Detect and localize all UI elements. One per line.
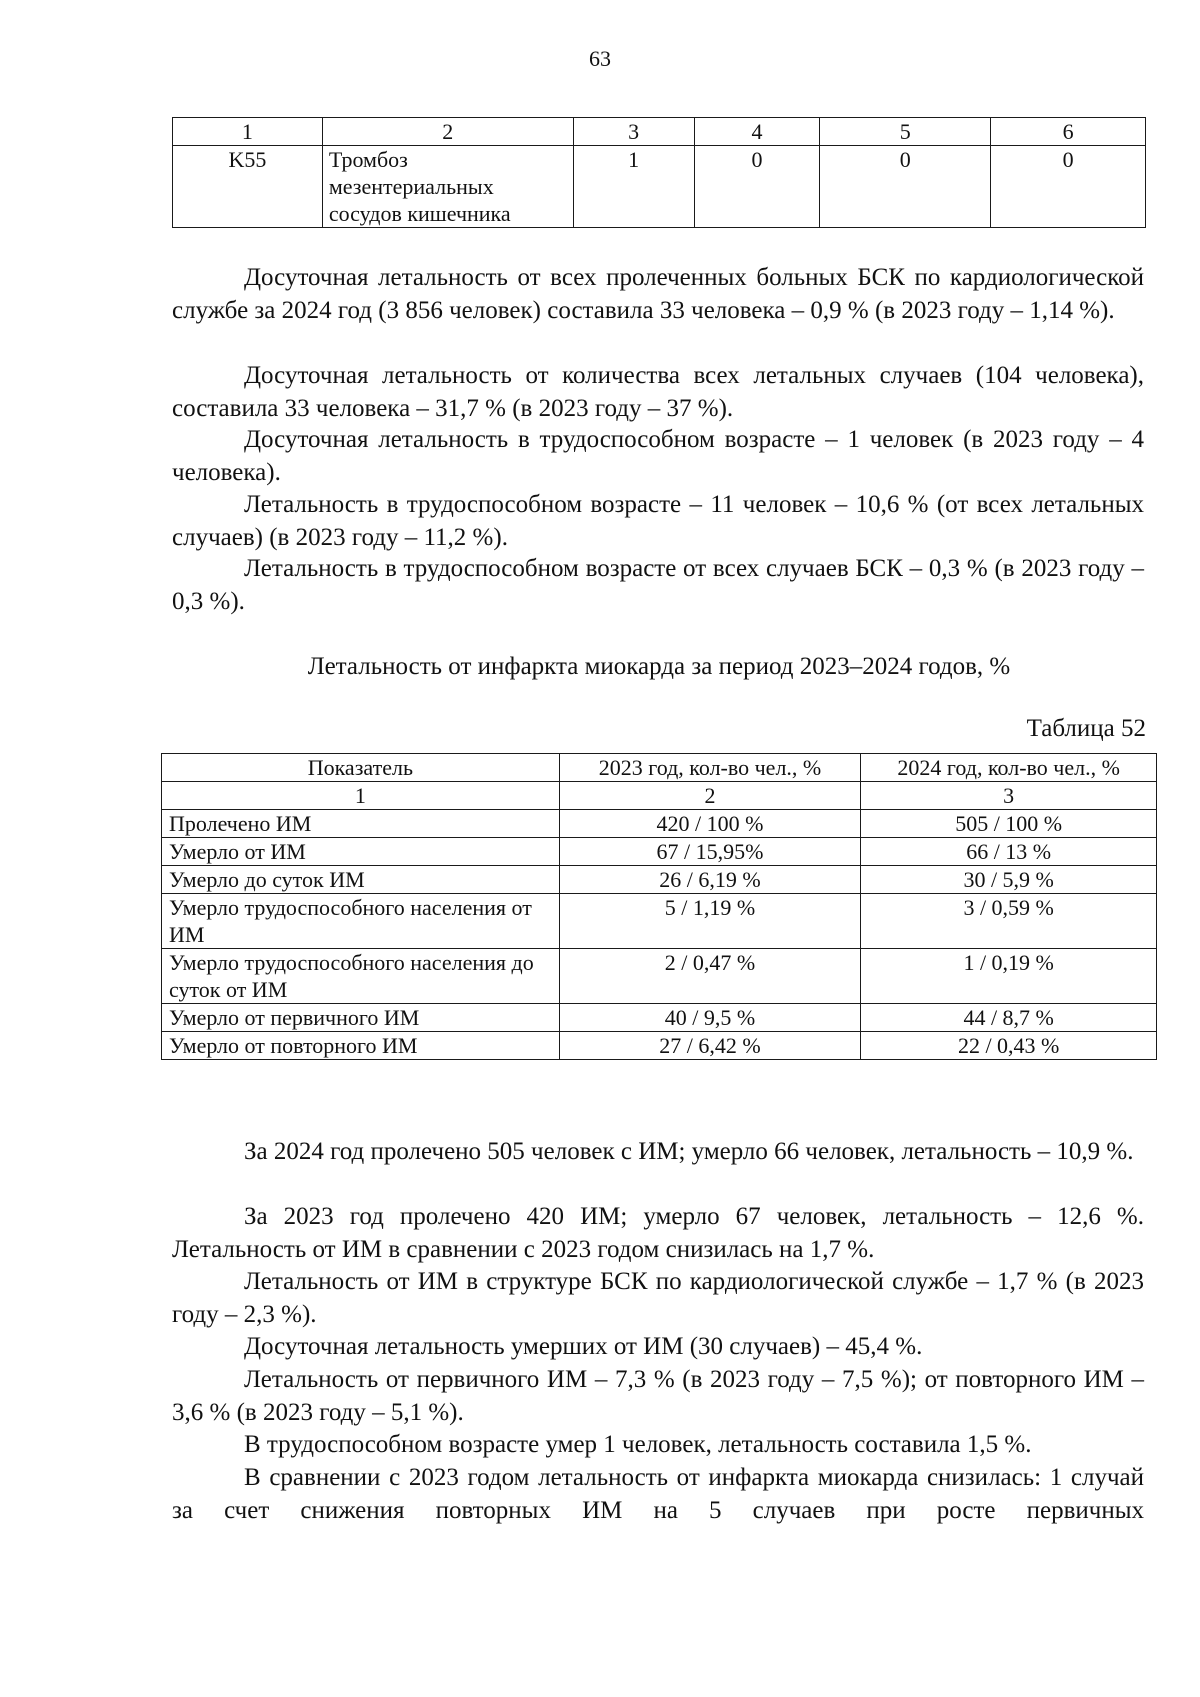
mi-mortality-table: [161, 753, 1157, 1060]
value-2024: 1 / 0,19 %: [861, 949, 1157, 1004]
paragraph: В трудоспособном возрасте умер 1 человек, летальность составила 1,5 %.: [244, 1431, 1032, 1458]
value-2024: 44 / 8,7 %: [861, 1004, 1157, 1032]
table-row: [162, 838, 1157, 866]
column-header: 2023 год, кол-во чел., %: [559, 754, 861, 782]
indicator-name: Умерло от ИМ: [162, 838, 560, 866]
value-2024: 22 / 0,43 %: [861, 1032, 1157, 1060]
paragraph: В сравнении с 2023 годом летальность от инфаркта миокарда снизилась: 1 случай за счет снижения повторных ИМ на 5 случаев при росте первичных: [172, 1464, 1144, 1524]
value-2023: 67 / 15,95%: [559, 838, 861, 866]
value-2023: 40 / 9,5 %: [559, 1004, 861, 1032]
page-number: 63: [589, 46, 611, 71]
value-2023: 2 / 0,47 %: [559, 949, 861, 1004]
paragraph: Летальность от ИМ в структуре БСК по кардиологической службе – 1,7 % (в 2023 году – 2,3 %).: [172, 1268, 1144, 1328]
paragraph: За 2024 год пролечено 505 человек с ИМ; умерло 66 человек, летальность – 10,9 %.: [244, 1138, 1134, 1165]
value-2024: 30 / 5,9 %: [861, 866, 1157, 894]
paragraph: Досуточная летальность умерших от ИМ (30 случаев) – 45,4 %.: [244, 1333, 923, 1360]
column-header: Показатель: [162, 754, 560, 782]
table-cell: 0: [991, 146, 1146, 228]
icd-code: K55: [173, 146, 323, 228]
value-2024: 66 / 13 %: [861, 838, 1157, 866]
indicator-name: Пролечено ИМ: [162, 810, 560, 838]
paragraph: За 2023 год пролечено 420 ИМ; умерло 67 человек, летальность – 12,6 %. Летальность от ИМ в сравнении с 2023 годом снизилась на 1,7 %.: [172, 1203, 1144, 1263]
column-number: 4: [694, 118, 820, 146]
value-2023: 420 / 100 %: [559, 810, 861, 838]
indicator-name: Умерло трудоспособного населения от ИМ: [162, 894, 560, 949]
table-row: [162, 1004, 1157, 1032]
indicator-name: Умерло от повторного ИМ: [162, 1032, 560, 1060]
value-2023: 27 / 6,42 %: [559, 1032, 861, 1060]
table-row: [173, 146, 1146, 228]
paragraph: Досуточная летальность от всех пролеченных больных БСК по кардиологической службе за 2024 год (3 856 человек) составила 33 человека – 0,9 % (в 2023 году – 1,14 %).: [172, 264, 1144, 324]
indicator-name: Умерло до суток ИМ: [162, 866, 560, 894]
column-number: 3: [861, 782, 1157, 810]
paragraph: Досуточная летальность от количества всех летальных случаев (104 человека), составила 33 человека – 31,7 % (в 2023 году – 37 %).: [172, 362, 1144, 422]
table-label: Таблица 52: [1026, 715, 1146, 742]
indicator-name: Умерло трудоспособного населения до суток от ИМ: [162, 949, 560, 1004]
column-number-row: [162, 782, 1157, 810]
column-number: 3: [573, 118, 694, 146]
table-row: [162, 866, 1157, 894]
table-cell: 0: [820, 146, 991, 228]
indicator-name: Умерло от первичного ИМ: [162, 1004, 560, 1032]
table-header-row: [162, 754, 1157, 782]
paragraph: Летальность в трудоспособном возрасте от всех случаев БСК – 0,3 % (в 2023 году – 0,3 %).: [172, 555, 1144, 615]
column-number: 6: [991, 118, 1146, 146]
column-number: 1: [162, 782, 560, 810]
table-row: [162, 894, 1157, 949]
column-header: 2024 год, кол-во чел., %: [861, 754, 1157, 782]
paragraph: Летальность в трудоспособном возрасте – 11 человек – 10,6 % (от всех летальных случаев) (в 2023 году – 11,2 %).: [172, 491, 1144, 551]
table-header-row: [173, 118, 1146, 146]
diagnosis-name: Тромбоз мезентериальных сосудов кишечника: [322, 146, 573, 228]
table-title: Летальность от инфаркта миокарда за период 2023–2024 годов, %: [307, 653, 1011, 680]
table-row: [162, 949, 1157, 1004]
paragraph: Досуточная летальность в трудоспособном возрасте – 1 человек (в 2023 году – 4 человека).: [172, 426, 1144, 486]
value-2023: 5 / 1,19 %: [559, 894, 861, 949]
table-cell: 0: [694, 146, 820, 228]
value-2024: 3 / 0,59 %: [861, 894, 1157, 949]
column-number: 5: [820, 118, 991, 146]
icd-table-continuation: [172, 117, 1146, 228]
value-2023: 26 / 6,19 %: [559, 866, 861, 894]
table-row: [162, 810, 1157, 838]
column-number: 2: [322, 118, 573, 146]
table-row: [162, 1032, 1157, 1060]
value-2024: 505 / 100 %: [861, 810, 1157, 838]
column-number: 1: [173, 118, 323, 146]
column-number: 2: [559, 782, 861, 810]
table-cell: 1: [573, 146, 694, 228]
paragraph: Летальность от первичного ИМ – 7,3 % (в 2023 году – 7,5 %); от повторного ИМ – 3,6 % (в 2023 году – 5,1 %).: [172, 1366, 1144, 1426]
